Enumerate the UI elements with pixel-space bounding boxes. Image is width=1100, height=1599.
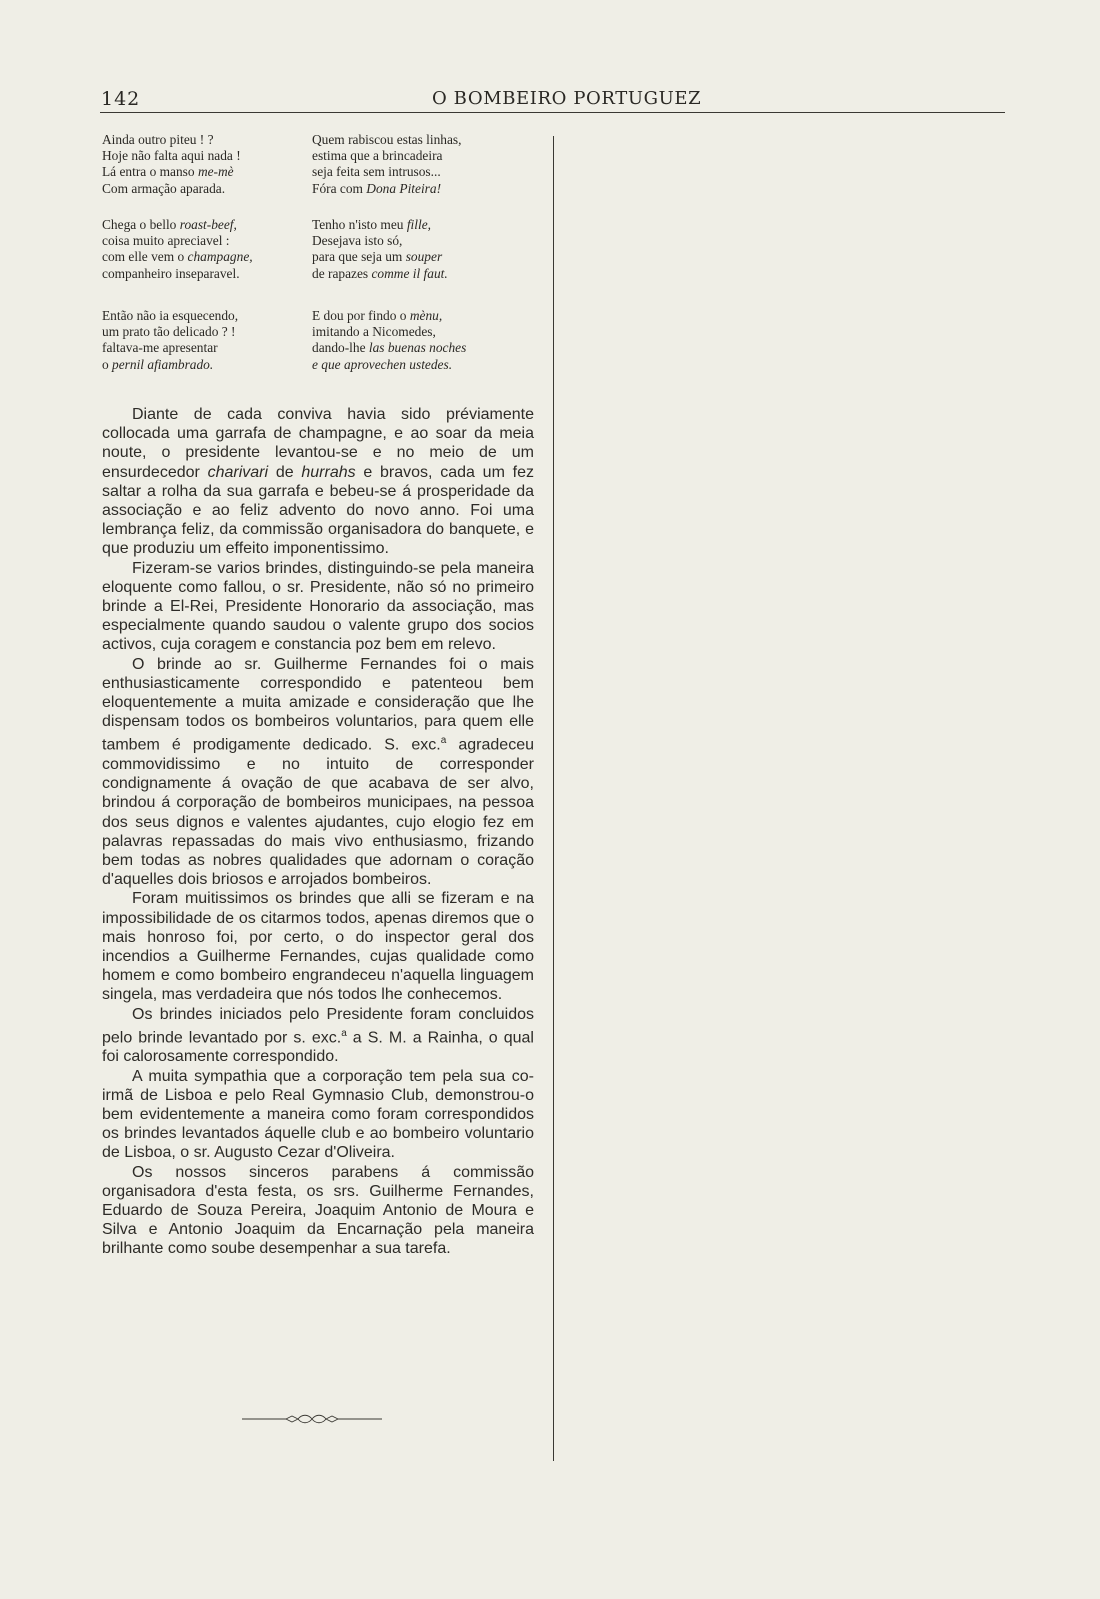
paragraph-6 — [102, 1067, 534, 1163]
verse-line — [312, 340, 527, 356]
verse-line — [102, 249, 317, 265]
verse-text: Fóra com — [312, 180, 367, 196]
paragraph-text: e bravos, cada um fez saltar a rolha da sua garrafa e bebeu-se á prosperidade da associação e ao feliz advento do novo anno. Foi uma lembrança feliz, da commissão organisadora do banquete, e que produziu um effeito imponentissimo. — [102, 463, 534, 558]
verse-line — [312, 217, 527, 233]
page-header — [100, 86, 1005, 113]
verse-line — [102, 181, 317, 197]
paragraph-text: O brinde ao sr. Guilherme Fernandes foi o mais enthusiasticamente correspondido e patenteou bem eloquentemente a muita amizade e consideração que lhe dispensam todos os bombeiros voluntarios, para quem elle tambem é prodigamente dedicado. S. exc. — [102, 655, 534, 754]
verse-italic-text: souper — [405, 249, 443, 265]
paragraph-7 — [102, 1163, 534, 1259]
verse-line — [102, 164, 317, 180]
page-number: 142 — [101, 88, 141, 110]
verse-line — [312, 324, 527, 340]
verse-text: Então não ia esquecendo, — [102, 308, 239, 323]
stanza-right-1 — [312, 132, 527, 197]
paragraph-text: de — [268, 463, 302, 481]
verse-text: coisa muito apreciavel : — [102, 233, 230, 249]
verse-line — [312, 308, 527, 324]
verse-text: Desejava isto só, — [312, 233, 403, 249]
verse-line — [102, 357, 317, 373]
superscript: a — [440, 735, 447, 747]
verse-line — [312, 233, 527, 249]
verse-line — [102, 217, 317, 233]
verse-italic-text: Dona Piteira! — [366, 180, 442, 196]
running-title: O BOMBEIRO PORTUGUEZ — [432, 88, 702, 109]
stanza-left-2 — [102, 217, 317, 282]
superscript: a — [341, 1027, 347, 1039]
verse-text: para que seja um — [312, 249, 406, 265]
paragraph-text: Foram muitissimos os brindes que alli se fizeram e na impossibilidade de os citarmos todos, apenas diremos que o mais honroso foi, por certo, o do inspector geral dos incendios a Guilherme Fernandes, cujas qualidade como homem e como bombeiro engrandeceu n'aquella linguagem singela, mas verdadeira que nós todos lhe conhecemos. — [102, 890, 534, 1004]
verse-italic-text: fille, — [406, 217, 432, 232]
paragraph-text: Fizeram-se varios brindes, distinguindo-se pela maneira eloquente como fallou, o sr. Presidente, não só no primeiro brinde a El-Rei, Presidente Honorario da associação, mas especialmente quando saudou o valente grupo dos socios activos, cuja coragem e constancia poz bem em relevo. — [102, 559, 534, 654]
verse-text: Lá entra o manso — [102, 164, 198, 180]
verse-italic-text: mènu, — [409, 308, 443, 323]
verse-text: seja feita sem intrusos... — [312, 164, 441, 180]
stanza-right-3 — [312, 308, 527, 373]
verse-text: dando-lhe — [312, 340, 369, 356]
verse-italic-text: e que aprovechen ustedes. — [312, 356, 453, 372]
paragraph-text: Os nossos sinceros parabens á commissão organisadora d'esta festa, os srs. Guilherme Fernandes, Eduardo de Souza Pereira, Joaquim Antonio de Moura e Silva e Antonio Joaquim da Encarnação pela maneira brilhante como soube desempenhar a sua tarefa. — [102, 1163, 534, 1258]
verse-line — [312, 249, 527, 265]
paragraph-1 — [102, 405, 534, 559]
verse-text: Hoje não falta aqui nada ! — [102, 148, 241, 164]
paragraph-5 — [102, 1005, 534, 1067]
stanza-right-2 — [312, 217, 527, 282]
column-rule — [553, 136, 554, 1461]
verse-line — [312, 164, 527, 180]
verse-italic-text: comme il faut. — [371, 265, 448, 281]
verse-text: Quem rabiscou estas linhas, — [312, 132, 462, 147]
verse-text: Com armação aparada. — [102, 180, 226, 196]
verse-line — [312, 266, 527, 282]
section-divider-ornament — [242, 1412, 382, 1426]
verse-text: com elle vem o — [102, 249, 188, 265]
stanza-left-3 — [102, 308, 317, 373]
stanza-left-1 — [102, 132, 317, 197]
verse-line — [102, 148, 317, 164]
verse-line — [102, 132, 317, 148]
verse-line — [312, 181, 527, 197]
verse-text: um prato tão delicado ? ! — [102, 324, 236, 340]
verse-text: companheiro inseparavel. — [102, 265, 240, 281]
verse-line — [102, 233, 317, 249]
verse-text: imitando a Nicomedes, — [312, 324, 436, 340]
verse-italic-text: las buenas noches — [368, 340, 467, 356]
verse-line — [102, 266, 317, 282]
paragraph-text: A muita sympathia que a corporação tem pela sua co-irmã de Lisboa e pelo Real Gymnasio Club, demonstrou-o bem evidentemente a maneira como foram correspondidos os brindes levantados áquelle club e ao bombeiro voluntario de Lisboa, o sr. Augusto Cezar d'Oliveira. — [102, 1067, 534, 1162]
article-body — [102, 405, 534, 1259]
paragraph-4 — [102, 889, 534, 1004]
verse-italic-text: roast-beef, — [179, 217, 237, 232]
verse-text: Ainda outro piteu ! ? — [102, 132, 214, 147]
verse-line — [312, 357, 527, 373]
verse-italic-text: champagne, — [187, 249, 253, 265]
verse-line — [102, 308, 317, 324]
paragraph-2 — [102, 559, 534, 655]
verse-line — [312, 148, 527, 164]
verse-text: faltava-me apresentar — [102, 340, 218, 356]
paragraph-3 — [102, 655, 534, 890]
paragraph-text: a S. M. a Rainha, o qual foi calorosamente correspondido. — [102, 1029, 534, 1066]
paragraph-text: Diante de cada conviva havia sido préviamente collocada uma garrafa de champagne, e ao soar da meia noute, o presidente levantou-se e no meio de um ensurdecedor — [102, 406, 534, 481]
verse-text: de rapazes — [312, 265, 372, 281]
verse-italic-text: me-mè — [197, 164, 234, 180]
verse-text: Tenho n'isto meu — [312, 217, 407, 232]
verse-text: estima que a brincadeira — [312, 148, 443, 164]
italic-term: charivari — [207, 463, 269, 481]
verse-text: Chega o bello — [102, 217, 180, 232]
paragraph-text: Os brindes iniciados pelo Presidente foram concluidos pelo brinde levantado por s. exc. — [102, 1005, 534, 1047]
italic-term: hurrahs — [301, 463, 356, 481]
verse-line — [312, 132, 527, 148]
verse-text: E dou por findo o — [312, 308, 410, 323]
paragraph-text: agradeceu commovidissimo e no intuito de corresponder condignamente á ovação de que acabava de ser alvo, brindou á corporação de bombeiros municipaes, na pessoa dos seus dignos e valentes ajudantes, cujo elogio fez em palavras repassadas do mais vivo enthusiasmo, frizando bem todas as nobres qualidades que adornam o coração d'aquelles dois briosos e arrojados bombeiros. — [102, 736, 534, 889]
verse-line — [102, 324, 317, 340]
verse-line — [102, 340, 317, 356]
verse-italic-text: pernil afiambrado. — [112, 356, 214, 372]
verse-text: o — [102, 356, 113, 372]
